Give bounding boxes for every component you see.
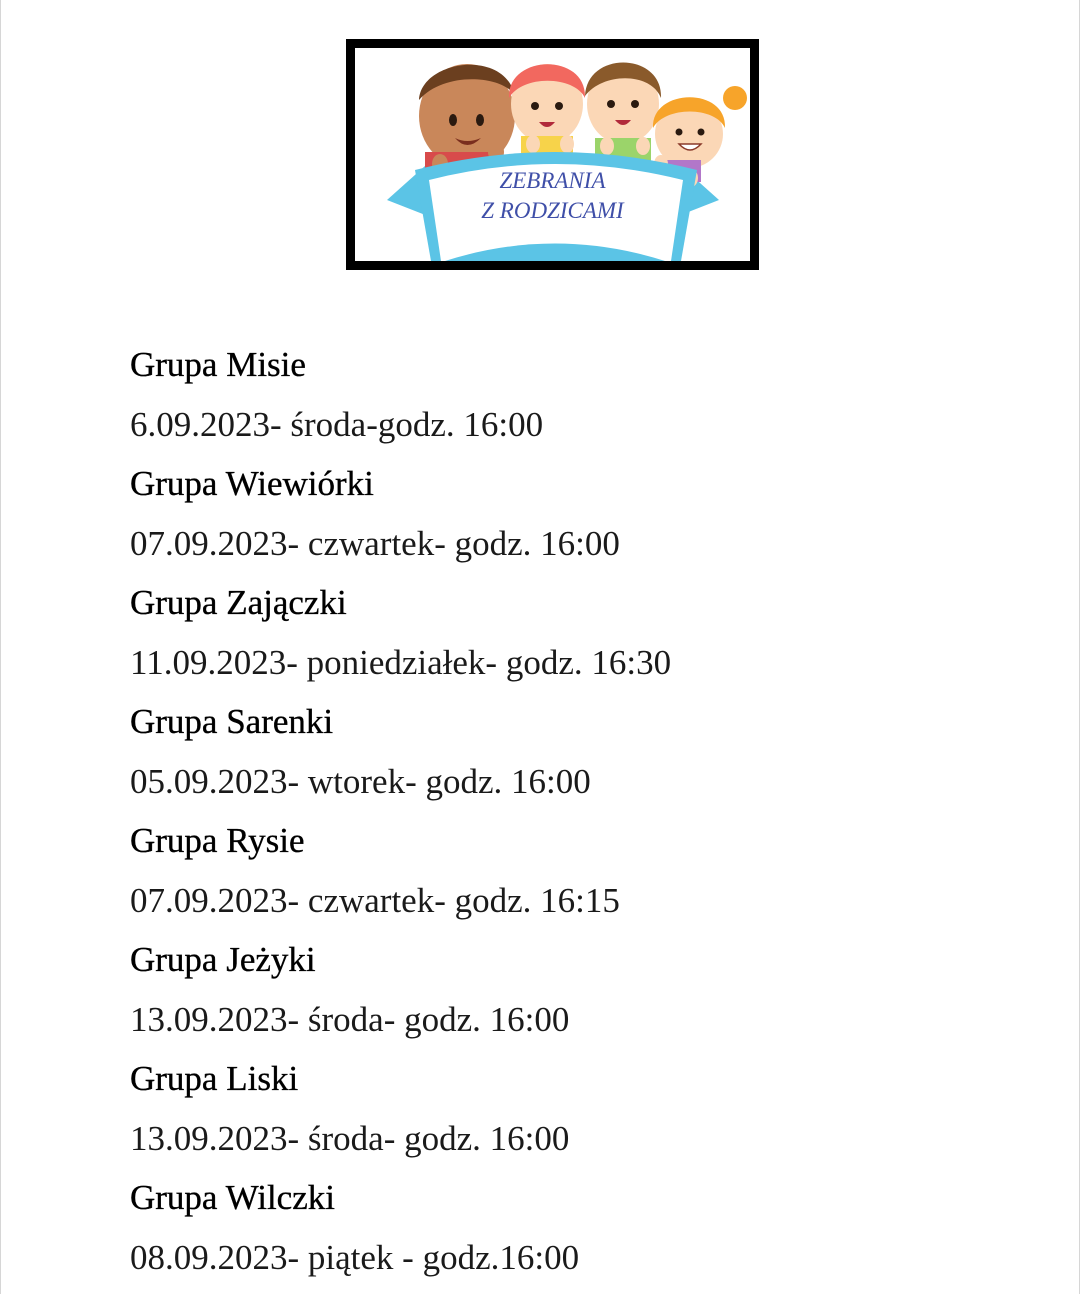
meeting-date: 13.09.2023- środa- godz. 16:00 <box>130 1118 570 1158</box>
schedule-entry-misie <box>130 335 671 454</box>
meeting-date: 07.09.2023- czwartek- godz. 16:00 <box>130 523 620 563</box>
schedule-entry-liski <box>130 1049 671 1168</box>
meeting-date: 07.09.2023- czwartek- godz. 16:15 <box>130 880 620 920</box>
meeting-date: 6.09.2023- środa-godz. 16:00 <box>130 404 544 444</box>
parent-meeting-banner <box>346 39 759 270</box>
meeting-date: 05.09.2023- wtorek- godz. 16:00 <box>130 761 591 801</box>
banner-title <box>355 166 750 226</box>
group-name: Grupa Rysie <box>130 821 305 860</box>
group-name: Grupa Wiewiórki <box>130 464 374 503</box>
group-name: Grupa Sarenki <box>130 702 334 741</box>
schedule-entry-wilczki <box>130 1168 671 1287</box>
group-name: Grupa Liski <box>130 1059 299 1098</box>
group-name: Grupa Jeżyki <box>130 940 316 979</box>
meeting-date: 08.09.2023- piątek - godz.16:00 <box>130 1237 580 1277</box>
banner-title-line1: ZEBRANIA <box>499 168 606 193</box>
children-illustration <box>355 48 750 261</box>
schedule-entry-zajaczki <box>130 573 671 692</box>
meeting-schedule-list <box>130 335 671 1287</box>
schedule-entry-wiewiorki <box>130 454 671 573</box>
group-name: Grupa Misie <box>130 345 306 384</box>
banner-title-line2: Z RODZICAMI <box>481 198 624 223</box>
schedule-entry-jezyki <box>130 930 671 1049</box>
meeting-date: 13.09.2023- środa- godz. 16:00 <box>130 999 570 1039</box>
meeting-date: 11.09.2023- poniedziałek- godz. 16:30 <box>130 642 672 682</box>
schedule-entry-rysie <box>130 811 671 930</box>
group-name: Grupa Zajączki <box>130 583 347 622</box>
group-name: Grupa Wilczki <box>130 1178 335 1217</box>
schedule-entry-sarenki <box>130 692 671 811</box>
